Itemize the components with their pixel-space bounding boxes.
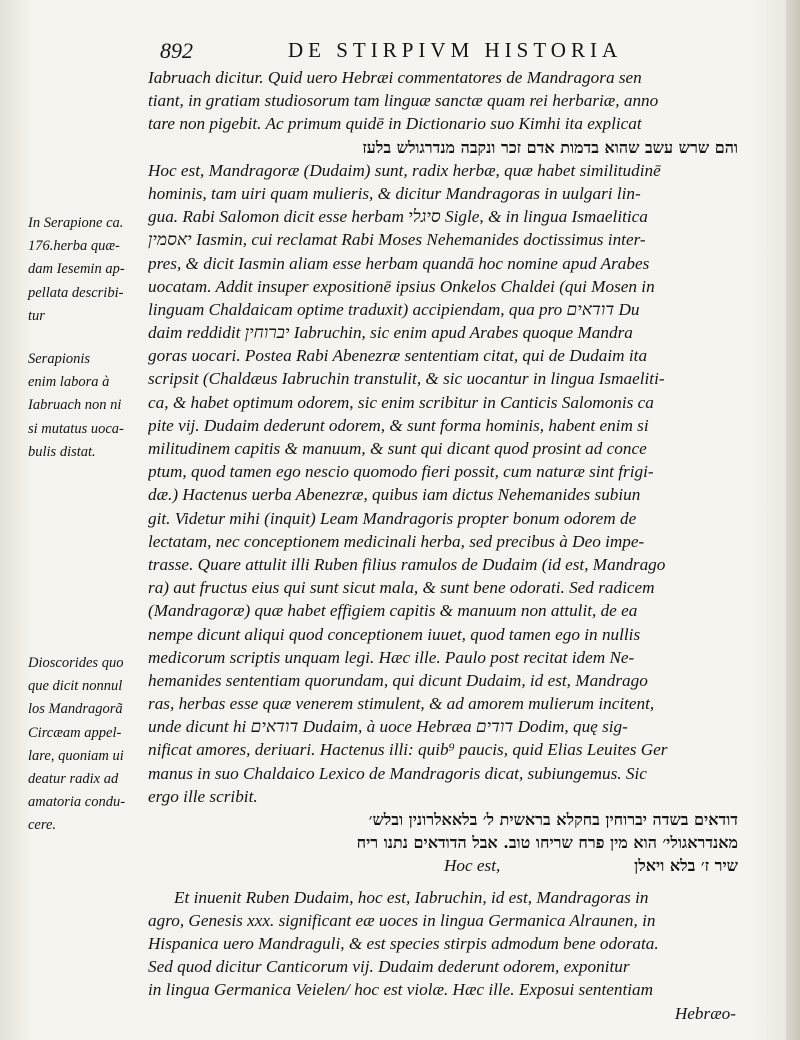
text-line: pite vij. Dudaim dederunt odorem, & sunt forma hominis, habent enim si [148, 415, 649, 435]
text-line: lectatam, nec conceptionem medicinali herba, sed precibus à Deo impe- [148, 531, 645, 551]
hoc-est-label: Hoc est, [444, 856, 501, 876]
text-line: gua. Rabi Salomon dicit esse herbam סיגלי Sigle, & in lingua Ismaelitica [148, 207, 648, 227]
page-header [160, 34, 760, 64]
text-line: trasse. Quare attulit illi Ruben filius ramulos de Dudaim (id est, Mandrago [148, 554, 666, 574]
margin-note-line: deatur radix ad [28, 771, 119, 788]
text-line: goras uocari. Postea Rabi Abenezræ sententiam citat, qui de Dudaim ita [148, 346, 648, 366]
text-line: Iabruach dicitur. Quid uero Hebræi commentatores de Mandragora sen [148, 68, 642, 87]
page-edge-shadow [786, 0, 800, 1040]
hebrew-quote-line: דודאים בשדה יברוחין בחקלא בראשית ל׳ בלאאלרונין ובלש׳ [368, 810, 738, 829]
text-line: hominis, tam uiri quam mulieris, & dicitur Mandragoras in uulgari lin- [148, 183, 641, 203]
text-line: in lingua Germanica Veielen/ hoc est violæ. Hæc ille. Exposui sententiam [148, 980, 654, 1000]
hebrew-quote-line: שיר ז׳ בלא ויאלן [634, 856, 738, 876]
page-number: 892 [160, 38, 193, 63]
text-line: tiant, in gratiam studiosorum tam linguæ sanctæ quam rei herbariæ, anno [148, 91, 659, 111]
text-line: git. Videtur mihi (inquit) Leam Mandragoris propter bonum odorem de [148, 508, 637, 528]
margin-note-line: que dicit nonnul [28, 678, 123, 695]
text-line: hemanides sententiam quorundam, qui dicunt Dudaim, id est, Mandrago [148, 670, 648, 690]
text-line: Hoc est, Mandragoræ (Dudaim) sunt, radix herbæ, quæ habet similitudinē [148, 160, 661, 180]
hebrew-line: והם שרש עשב שהוא בדמות אדם זכר ונקבה מנדרגולש בלעז [362, 137, 738, 157]
margin-note-line: enim labora à [28, 374, 110, 391]
paragraph-gap [148, 878, 738, 886]
text-line: linguam Chaldaicam optime traduxit) accipiendam, qua pro דודאים Du [148, 299, 640, 319]
text-line: pres, & dicit Iasmin aliam esse herbam quandā hoc nomine apud Arabes [148, 253, 650, 273]
margin-note-line: Iabruach non ni [28, 397, 122, 414]
margin-note-line: amatoria condu- [28, 794, 126, 811]
text-line: unde dicunt hi דודאים Dudaim, à uoce Hebræa דודים Dodim, quę sig- [148, 717, 628, 737]
catchword: Hebræo- [674, 1003, 736, 1023]
text-line: daim reddidit יברוחין Iabruchin, sic enim apud Arabes quoque Mandra [148, 323, 633, 343]
text-line: ca, & habet optimum odorem, sic enim scribitur in Canticis Salomonis ca [148, 392, 654, 412]
margin-note-line: lare, quoniam ui [28, 747, 124, 764]
text-line: ptum, quod tamen ego nescio quomodo fieri possit, cum naturæ sint frigi- [148, 462, 654, 482]
main-text-column [148, 66, 738, 1025]
running-head: DE STIRPIVM HISTORIA [288, 38, 623, 62]
text-line: (Mandragoræ) quæ habet effigiem capitis & manuum non attulit, de ea [148, 601, 638, 621]
text-line: medicorum scriptis unquam legi. Hæc ille. Paulo post recitat idem Ne- [148, 647, 635, 667]
margin-note-line: In Serapione ca. [28, 215, 124, 231]
margin-note-line: pellata describi- [28, 284, 124, 301]
text-line: nempe dicunt aliqui quod conceptionem iuuet, quod tamen ego in nullis [148, 624, 641, 644]
text-line: Et inuenit Ruben Dudaim, hoc est, Iabruchin, id est, Mandragoras in [174, 887, 649, 907]
margin-note-line: los Mandragorã [28, 701, 123, 718]
text-line: יאסמין Iasmin, cui reclamat Rabi Moses Nehemanides doctissimus inter- [148, 230, 646, 250]
text-line: nificat amores, deriuari. Hactenus illi: quib⁹ paucis, quid Elias Leuites Ger [148, 740, 668, 760]
text-line: Hispanica uero Mandraguli, & est species stirpis admodum bene odorata. [148, 933, 659, 953]
text-line: ra) aut fructus eius qui sunt sicut mala, & sunt bene odorati. Sed radicem [148, 578, 655, 598]
margin-note-line: 176.herba quæ- [28, 238, 120, 255]
text-line: manus in suo Chaldaico Lexico de Mandragoris dicat, subiungemus. Sic [148, 763, 647, 783]
margin-note-line: dam Iesemin ap- [28, 261, 125, 278]
text-line: ergo ille scribit. [148, 786, 258, 806]
text-line: scripsit (Chaldæus Iabruchin transtulit, & sic uocantur in lingua Ismaeliti- [148, 369, 665, 389]
text-line: dæ.) Hactenus uerba Abenezræ, quibus iam dictus Nehemanides subiun [148, 485, 641, 505]
margin-note-line: tur [28, 307, 45, 324]
text-line: ras, herbas esse quæ venerem stimulent, & ad amorem mulierum incitent, [148, 694, 655, 714]
margin-note-line: Serapionis [28, 351, 91, 367]
margin-note-serapionis [28, 348, 148, 464]
text-line: tare non pigebit. Ac primum quidē in Dictionario suo Kimhi ita explicat [148, 114, 642, 134]
margin-note-line: Dioscorides quo [28, 655, 124, 671]
margin-note-line: bulis distat. [28, 443, 96, 460]
hebrew-quote-line: מאנדראגולי׳ הוא מין פרח שריחו טוב. אבל הדודאים נתנו ריח [356, 833, 738, 853]
text-line: agro, Genesis xxx. significant eæ uoces in lingua Germanica Alraunen, in [148, 910, 656, 930]
margin-note-line: Circæam appel- [28, 724, 122, 741]
margin-note-dioscorides [28, 652, 148, 838]
margin-note-serapione [28, 212, 148, 328]
margin-note-line: cere. [28, 817, 57, 834]
text-line: Sed quod dicitur Canticorum vij. Dudaim dederunt odorem, exponitur [148, 957, 630, 977]
text-line: militudinem capitis & manuum, & sunt qui dicant quod prosint ad conce [148, 439, 647, 458]
text-line: uocatam. Addit insuper expositionē ipsius Onkelos Chaldei (qui Mosen in [148, 276, 655, 296]
margin-note-line: si mutatus uoca- [28, 420, 124, 437]
